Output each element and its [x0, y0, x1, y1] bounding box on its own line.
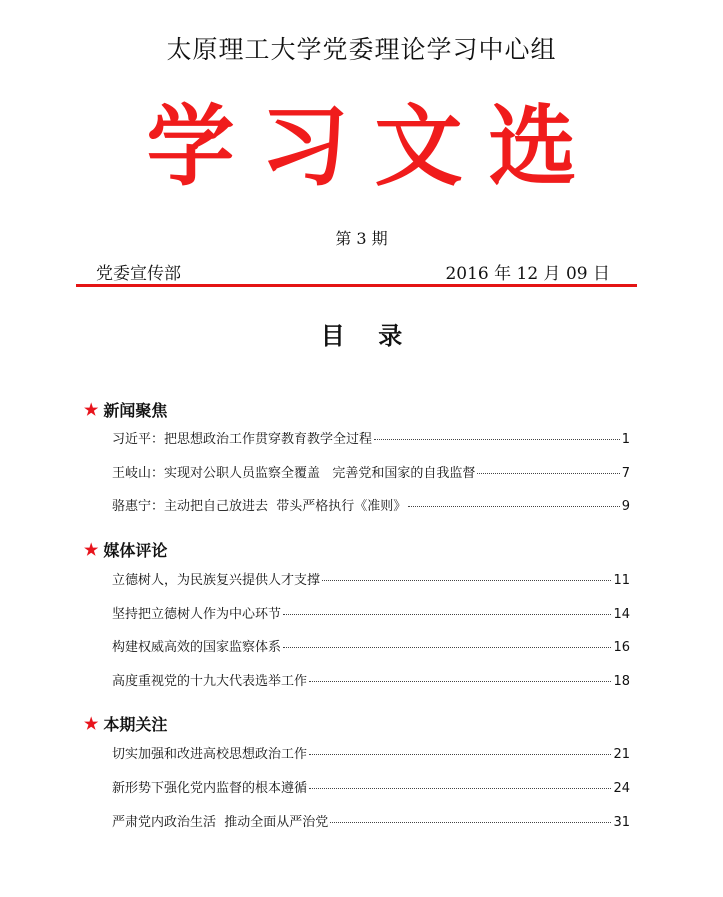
- section-title: 媒体评论: [103, 541, 168, 560]
- entry-page: 1: [621, 432, 630, 447]
- entry-title: 严肃党内政治生活 推动全面从严治党: [112, 815, 329, 830]
- entry-title: 王岐山：实现对公职人员监察全覆盖 完善党和国家的自我监督: [112, 466, 476, 481]
- toc-heading: 目 录: [320, 321, 403, 350]
- star-icon: ★: [84, 540, 99, 559]
- masthead-title: 学习文选: [146, 94, 603, 198]
- entry-page: 11: [613, 573, 630, 588]
- entry-page: 31: [613, 815, 630, 830]
- entry-title: 骆惠宁：主动把自己放进去 带头严格执行《准则》: [112, 499, 407, 514]
- toc-entry[interactable]: [112, 811, 630, 830]
- entry-title: 坚持把立德树人作为中心环节: [112, 607, 282, 622]
- toc-entry[interactable]: [112, 495, 630, 514]
- entry-page: 16: [613, 640, 630, 655]
- toc-entry[interactable]: [112, 603, 630, 622]
- organization-name: 太原理工大学党委理论学习中心组: [166, 35, 557, 64]
- dot-leader: [330, 822, 611, 823]
- toc-entry[interactable]: [112, 670, 630, 689]
- entry-title: 切实加强和改进高校思想政治工作: [112, 747, 308, 762]
- toc-entry[interactable]: [112, 743, 630, 762]
- toc-section: [84, 398, 167, 421]
- dot-leader: [408, 506, 619, 507]
- dot-leader: [309, 788, 611, 789]
- section-title: 新闻聚焦: [103, 401, 168, 420]
- issue-number: 第 3 期: [335, 229, 388, 248]
- toc-entry[interactable]: [112, 569, 630, 588]
- dot-leader: [283, 647, 611, 648]
- entry-title: 新形势下强化党内监督的根本遵循: [112, 781, 308, 796]
- section-title: 本期关注: [103, 715, 168, 734]
- star-icon: ★: [84, 714, 99, 733]
- department-name: 党委宣传部: [96, 264, 181, 284]
- entry-title: 构建权威高效的国家监察体系: [112, 640, 282, 655]
- star-icon: ★: [84, 400, 99, 419]
- entry-page: 9: [621, 499, 630, 514]
- entry-title: 高度重视党的十九大代表选举工作: [112, 674, 308, 689]
- entry-page: 7: [621, 466, 630, 481]
- entry-page: 18: [613, 674, 630, 689]
- toc-entry[interactable]: [112, 777, 630, 796]
- dot-leader: [374, 439, 620, 440]
- entry-title: 习近平：把思想政治工作贯穿教育教学全过程: [112, 432, 373, 447]
- publish-date: 2016 年 12 月 09 日: [445, 264, 610, 284]
- dot-leader: [309, 754, 611, 755]
- dot-leader: [477, 473, 619, 474]
- dot-leader: [309, 681, 611, 682]
- entry-page: 14: [613, 607, 630, 622]
- toc-entry[interactable]: [112, 636, 630, 655]
- header-divider: [76, 284, 637, 287]
- toc-section: [84, 538, 167, 561]
- toc-entry[interactable]: [112, 428, 630, 447]
- entry-title: 立德树人，为民族复兴提供人才支撑: [112, 573, 321, 588]
- entry-page: 21: [613, 747, 630, 762]
- dot-leader: [322, 580, 611, 581]
- toc-section: [84, 712, 167, 735]
- dot-leader: [283, 614, 611, 615]
- entry-page: 24: [613, 781, 630, 796]
- toc-entry[interactable]: [112, 462, 630, 481]
